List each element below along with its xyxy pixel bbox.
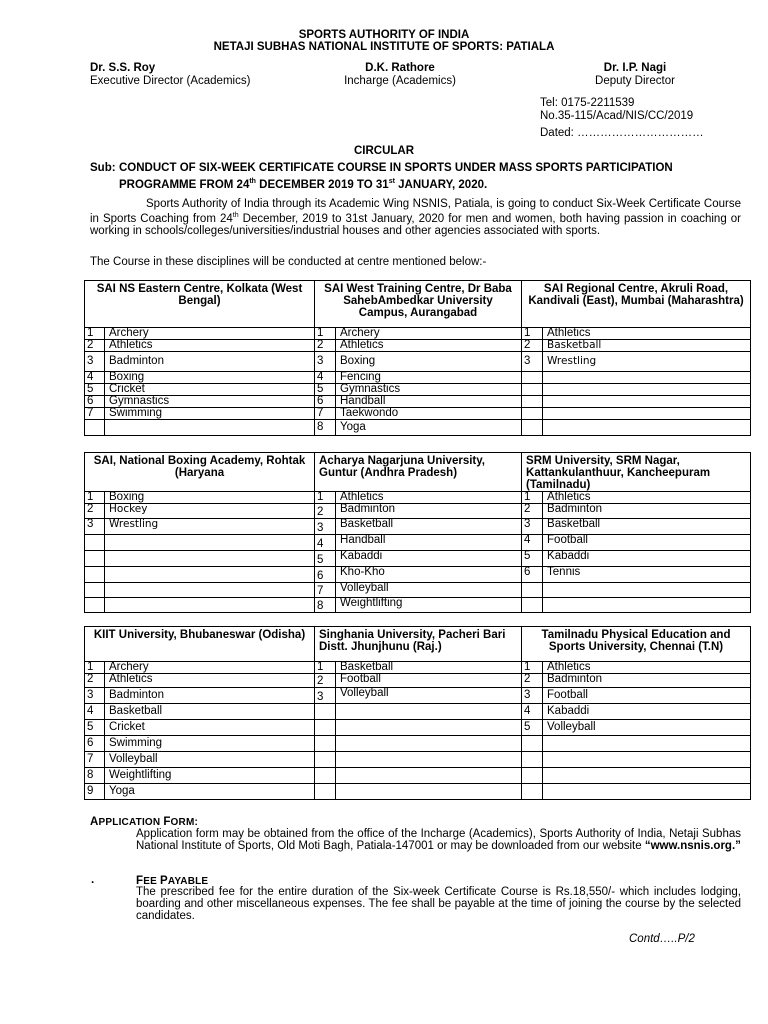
org-name: SPORTS AUTHORITY OF INDIA — [298, 29, 470, 41]
discipline-cell: Athletics — [543, 492, 751, 504]
serial-cell — [85, 598, 105, 613]
discipline-cell: Volleyball — [543, 720, 751, 736]
serial-cell: 7 — [315, 583, 336, 598]
table-row — [85, 328, 751, 340]
discipline-cell: Boxing — [336, 352, 522, 372]
serial-cell: 1 — [522, 662, 543, 674]
discipline-cell — [336, 720, 522, 736]
official-title: Deputy Director — [595, 75, 675, 87]
discipline-cell: Yoga — [105, 784, 315, 800]
serial-cell: 4 — [522, 535, 543, 551]
table-row — [85, 736, 751, 752]
table-row — [85, 340, 751, 352]
serial-cell — [522, 598, 543, 613]
discipline-cell — [543, 768, 751, 784]
serial-cell — [315, 784, 336, 800]
discipline-cell — [543, 736, 751, 752]
serial-cell — [85, 567, 105, 583]
serial-cell: 5 — [315, 551, 336, 567]
centre-name: SAI West Training Centre, Dr Baba SahebAmbedkar University Campus, Aurangabad — [315, 281, 522, 328]
serial-cell: 4 — [85, 372, 105, 384]
table-row — [85, 583, 751, 598]
serial-cell — [522, 784, 543, 800]
serial-cell: 1 — [522, 328, 543, 340]
centre-name: Acharya Nagarjuna University, Guntur (Andhra Pradesh) — [315, 453, 522, 492]
serial-cell: 1 — [85, 328, 105, 340]
fee-payable-text: The prescribed fee for the entire duration of the Six-week Certificate Course is Rs.18,550/- which includes lodging, boarding and other miscellaneous expenses. The fee shall be payable at the time of joining the course by the selected candidates. — [136, 886, 741, 922]
table-row — [85, 674, 751, 688]
discipline-cell: Volleyball — [105, 752, 315, 768]
serial-cell: 4 — [315, 372, 336, 384]
serial-cell: 8 — [315, 598, 336, 613]
discipline-cell: Athletics — [105, 340, 315, 352]
discipline-cell: Basketball — [336, 662, 522, 674]
serial-cell — [315, 768, 336, 784]
table-row — [85, 720, 751, 736]
application-form-text: Application form may be obtained from the office of the Incharge (Academics), Sports Authority of India, Netaji Subhas National Institute of Sports, Old Moti Bagh, Patiala-147001 or may be downloaded from our website “www.nsnis.org.” — [136, 828, 741, 852]
serial-cell: 3 — [522, 519, 543, 535]
discipline-cell: Handball — [336, 396, 522, 408]
serial-cell — [315, 752, 336, 768]
official-title: Executive Director (Academics) — [90, 75, 251, 87]
centres-table-2 — [84, 452, 751, 613]
discipline-cell: Kho-Kho — [336, 567, 522, 583]
discipline-cell: Wrestling — [543, 352, 751, 372]
serial-cell: 9 — [85, 784, 105, 800]
serial-cell — [522, 736, 543, 752]
discipline-cell: Gymnastics — [105, 396, 315, 408]
discipline-cell: Badminton — [336, 504, 522, 519]
discipline-cell — [105, 535, 315, 551]
discipline-cell: Athletics — [543, 662, 751, 674]
table-row — [85, 408, 751, 420]
official-3 — [584, 62, 686, 88]
serial-cell: 2 — [522, 674, 543, 688]
table-row — [85, 662, 751, 674]
discipline-cell — [105, 420, 315, 436]
discipline-cell — [105, 551, 315, 567]
table-row — [85, 372, 751, 384]
table-row — [85, 396, 751, 408]
serial-cell: 2 — [85, 340, 105, 352]
serial-cell: 8 — [315, 420, 336, 436]
table-row — [85, 504, 751, 519]
table-row — [85, 704, 751, 720]
centre-name: SAI, National Boxing Academy, Rohtak (Haryana — [85, 453, 315, 492]
serial-cell: 3 — [85, 352, 105, 372]
discipline-cell — [543, 752, 751, 768]
discipline-cell: Swimming — [105, 408, 315, 420]
serial-cell: 1 — [315, 328, 336, 340]
discipline-cell: Archery — [105, 328, 315, 340]
serial-cell: 3 — [522, 352, 543, 372]
table-header-row — [85, 281, 751, 328]
serial-cell: 1 — [522, 492, 543, 504]
discipline-cell: Hockey — [105, 504, 315, 519]
serial-cell: 4 — [85, 704, 105, 720]
discipline-cell: Volleyball — [336, 688, 522, 704]
discipline-cell: Basketball — [105, 704, 315, 720]
serial-cell: 2 — [522, 504, 543, 519]
serial-cell: 4 — [522, 704, 543, 720]
centre-name: Singhania University, Pacheri Bari Distt. Jhunjhunu (Raj.) — [315, 627, 522, 662]
discipline-cell: Badminton — [543, 674, 751, 688]
serial-cell: 5 — [85, 720, 105, 736]
centres-table-1 — [84, 280, 751, 436]
table-row — [85, 784, 751, 800]
discipline-cell — [105, 598, 315, 613]
subject-text: CONDUCT OF SIX-WEEK CERTIFICATE COURSE IN SPORTS UNDER MASS SPORTS PARTICIPATION PROGRAMME FROM 24th DECEMBER 2019 TO 31st JANUARY, 2020. — [119, 162, 673, 191]
discipline-cell: Athletics — [336, 340, 522, 352]
discipline-cell — [543, 372, 751, 384]
discipline-cell: Boxing — [105, 492, 315, 504]
discipline-cell — [105, 583, 315, 598]
table-header-row — [85, 627, 751, 662]
serial-cell: 2 — [315, 340, 336, 352]
discipline-cell — [336, 768, 522, 784]
application-form-title: APPLICATION FORM: — [90, 816, 199, 828]
discipline-cell: Taekwondo — [336, 408, 522, 420]
discipline-cell — [543, 598, 751, 613]
discipline-cell — [336, 736, 522, 752]
serial-cell: 1 — [85, 662, 105, 674]
continued-note: Contd…..P/2 — [629, 933, 695, 945]
serial-cell: 3 — [315, 688, 336, 704]
bullet: . — [91, 874, 95, 886]
serial-cell: 3 — [315, 519, 336, 535]
table-header-row — [85, 453, 751, 492]
serial-cell: 1 — [315, 492, 336, 504]
serial-cell: 5 — [522, 720, 543, 736]
subject-label: Sub: — [90, 162, 116, 174]
table-row — [85, 567, 751, 583]
discipline-cell — [336, 784, 522, 800]
table-row — [85, 535, 751, 551]
centre-name: Tamilnadu Physical Education and Sports University, Chennai (T.N) — [522, 627, 751, 662]
serial-cell: 5 — [522, 551, 543, 567]
serial-cell — [522, 372, 543, 384]
discipline-cell: Kabaddi — [336, 551, 522, 567]
serial-cell — [315, 704, 336, 720]
serial-cell — [85, 583, 105, 598]
discipline-cell: Football — [543, 535, 751, 551]
table-row — [85, 688, 751, 704]
official-name: Dr. I.P. Nagi — [603, 62, 667, 74]
institute-name: NETAJI SUBHAS NATIONAL INSTITUTE OF SPORTS: PATIALA — [213, 41, 555, 53]
centre-name: SAI NS Eastern Centre, Kolkata (West Bengal) — [85, 281, 315, 328]
official-2 — [330, 62, 470, 88]
serial-cell — [522, 396, 543, 408]
date-line: Dated: …………………………… — [540, 127, 704, 139]
official-1 — [90, 62, 250, 88]
circular-heading: CIRCULAR — [353, 145, 415, 157]
centres-table-3 — [84, 626, 751, 800]
serial-cell: 3 — [522, 688, 543, 704]
serial-cell: 8 — [85, 768, 105, 784]
discipline-cell: Basketball — [543, 519, 751, 535]
serial-cell — [85, 551, 105, 567]
serial-cell — [522, 752, 543, 768]
table-row — [85, 384, 751, 396]
serial-cell — [522, 384, 543, 396]
serial-cell: 6 — [522, 567, 543, 583]
discipline-cell: Handball — [336, 535, 522, 551]
official-name: D.K. Rathore — [365, 62, 435, 74]
discipline-cell: Fencing — [336, 372, 522, 384]
serial-cell: 1 — [315, 662, 336, 674]
discipline-cell: Football — [336, 674, 522, 688]
discipline-cell — [336, 704, 522, 720]
table-row — [85, 519, 751, 535]
serial-cell: 6 — [85, 736, 105, 752]
serial-cell: 2 — [85, 674, 105, 688]
discipline-cell: Cricket — [105, 384, 315, 396]
discipline-cell: Athletics — [336, 492, 522, 504]
discipline-cell: Basketball — [336, 519, 522, 535]
discipline-cell: Badminton — [543, 504, 751, 519]
discipline-cell: Weightlifting — [336, 598, 522, 613]
serial-cell — [522, 420, 543, 436]
table-row — [85, 492, 751, 504]
serial-cell: 1 — [85, 492, 105, 504]
serial-cell: 2 — [315, 674, 336, 688]
discipline-cell: Wrestling — [105, 519, 315, 535]
serial-cell: 6 — [315, 396, 336, 408]
serial-cell: 7 — [85, 752, 105, 768]
serial-cell: 2 — [315, 504, 336, 519]
discipline-cell: Athletics — [543, 328, 751, 340]
table-row — [85, 598, 751, 613]
serial-cell — [315, 736, 336, 752]
serial-cell: 3 — [85, 688, 105, 704]
serial-cell — [315, 720, 336, 736]
intro-paragraph: Sports Authority of India through its Academic Wing NSNIS, Patiala, is going to conduct Six-Week Certificate Course in Sports Coaching from 24th December, 2019 to 31st January, 2020 for men and women, both having passion in coaching or working in schools/colleges/universities/industrial houses and other agencies associated with sports. — [90, 198, 741, 237]
discipline-cell: Kabaddi — [543, 551, 751, 567]
serial-cell — [522, 583, 543, 598]
course-line: The Course in these disciplines will be conducted at centre mentioned below:- — [90, 256, 487, 268]
discipline-cell: Swimming — [105, 736, 315, 752]
discipline-cell: Football — [543, 688, 751, 704]
discipline-cell — [105, 567, 315, 583]
centre-name: SRM University, SRM Nagar, Kattankulanthuur, Kancheepuram (Tamilnadu) — [522, 453, 751, 492]
discipline-cell: Yoga — [336, 420, 522, 436]
discipline-cell: Volleyball — [336, 583, 522, 598]
discipline-cell: Kabaddi — [543, 704, 751, 720]
discipline-cell: Archery — [105, 662, 315, 674]
serial-cell: 3 — [315, 352, 336, 372]
telephone: Tel: 0175-2211539 — [540, 97, 635, 109]
discipline-cell — [543, 583, 751, 598]
discipline-cell: Weightlifting — [105, 768, 315, 784]
serial-cell: 5 — [85, 384, 105, 396]
centre-name: KIIT University, Bhubaneswar (Odisha) — [85, 627, 315, 662]
discipline-cell: Athletics — [105, 674, 315, 688]
discipline-cell: Archery — [336, 328, 522, 340]
discipline-cell: Badminton — [105, 688, 315, 704]
table-row — [85, 551, 751, 567]
table-row — [85, 420, 751, 436]
serial-cell: 7 — [315, 408, 336, 420]
serial-cell: 2 — [522, 340, 543, 352]
serial-cell: 2 — [85, 504, 105, 519]
reference-number: No.35-115/Acad/NIS/CC/2019 — [540, 110, 694, 122]
official-title: Incharge (Academics) — [344, 75, 456, 87]
serial-cell: 6 — [315, 567, 336, 583]
discipline-cell — [543, 396, 751, 408]
official-name: Dr. S.S. Roy — [90, 62, 156, 74]
serial-cell — [85, 420, 105, 436]
discipline-cell: Badminton — [105, 352, 315, 372]
serial-cell — [522, 408, 543, 420]
serial-cell: 7 — [85, 408, 105, 420]
website-link[interactable]: “www.nsnis.org.” — [644, 840, 741, 852]
serial-cell: 3 — [85, 519, 105, 535]
discipline-cell: Cricket — [105, 720, 315, 736]
serial-cell: 6 — [85, 396, 105, 408]
table-row — [85, 352, 751, 372]
discipline-cell: Gymnastics — [336, 384, 522, 396]
discipline-cell: Basketball — [543, 340, 751, 352]
fee-payable-title: FEE PAYABLE — [136, 875, 209, 887]
discipline-cell: Tennis — [543, 567, 751, 583]
serial-cell: 4 — [315, 535, 336, 551]
serial-cell: 5 — [315, 384, 336, 396]
centre-name: SAI Regional Centre, Akruli Road, Kandivali (East), Mumbai (Maharashtra) — [522, 281, 751, 328]
discipline-cell: Boxing — [105, 372, 315, 384]
table-row — [85, 768, 751, 784]
table-row — [85, 752, 751, 768]
discipline-cell — [336, 752, 522, 768]
serial-cell — [522, 768, 543, 784]
discipline-cell — [543, 784, 751, 800]
discipline-cell — [543, 408, 751, 420]
discipline-cell — [543, 420, 751, 436]
serial-cell — [85, 535, 105, 551]
discipline-cell — [543, 384, 751, 396]
